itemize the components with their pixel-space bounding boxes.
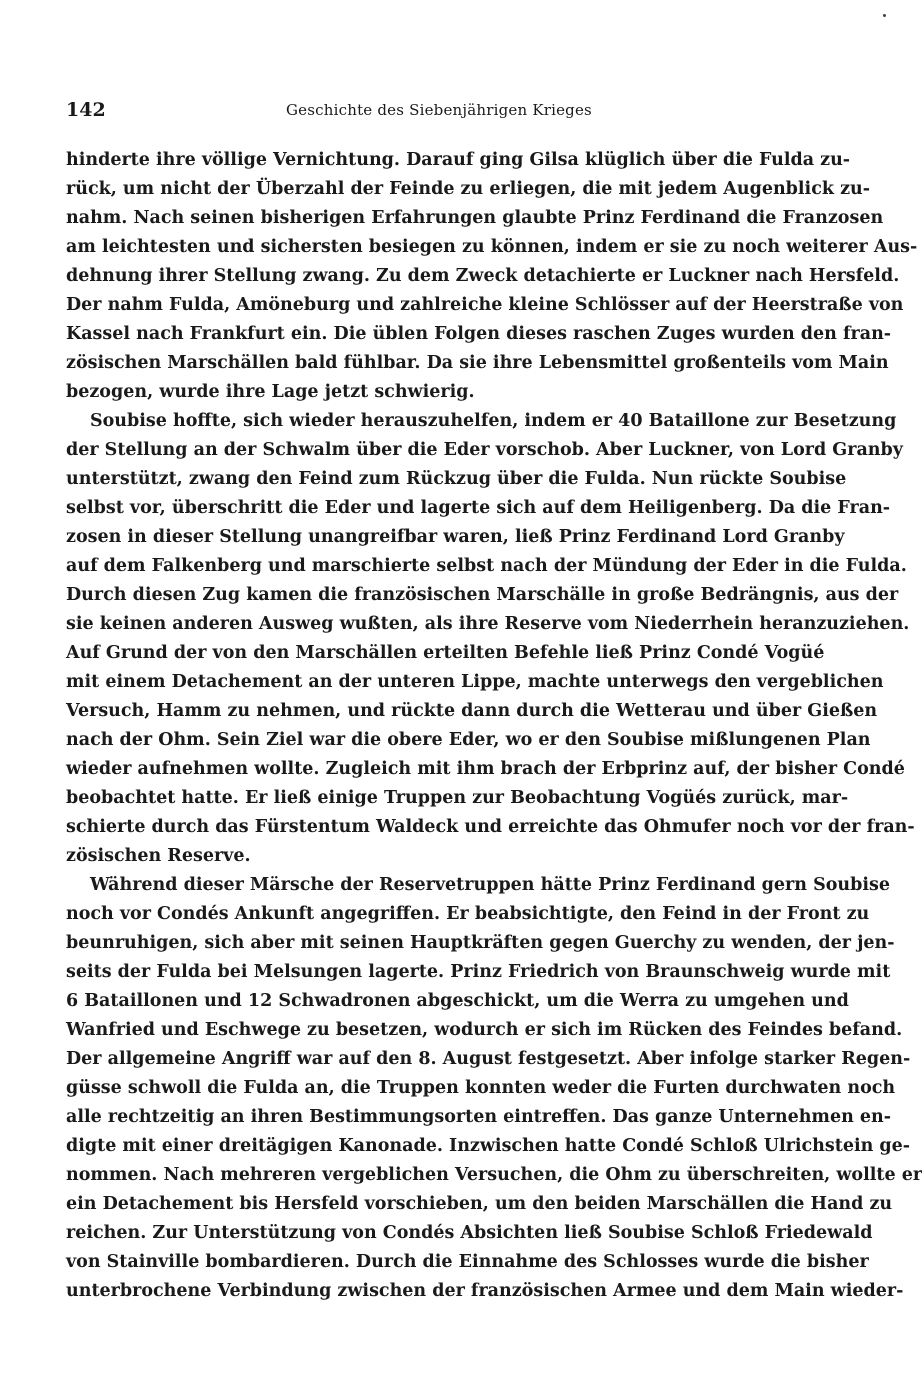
text-line: wieder aufnehmen wollte. Zugleich mit ihm brach der Erbprinz auf, der bisher Condé <box>66 759 905 779</box>
text-line: digte mit einer dreitägigen Kanonade. Inzwischen hatte Condé Schloß Ulrichstein ge- <box>66 1136 911 1156</box>
text-line: 6 Bataillonen und 12 Schwadronen abgeschickt, um die Werra zu umgehen und <box>66 991 849 1011</box>
page-number: 142 <box>66 99 106 121</box>
text-line: Soubise hoffte, sich wieder herauszuhelfen, indem er 40 Bataillone zur Besetzung <box>90 411 897 431</box>
text-line: güsse schwoll die Fulda an, die Truppen konnten weder die Furten durchwaten noch <box>66 1078 896 1098</box>
text-line: Wanfried und Eschwege zu besetzen, wodurch er sich im Rücken des Feindes befand. <box>66 1020 903 1040</box>
text-line: ein Detachement bis Hersfeld vorschieben, um den beiden Marschällen die Hand zu <box>66 1194 893 1214</box>
text-line: am leichtesten und sichersten besiegen zu können, indem er sie zu noch weiterer Aus- <box>66 237 918 257</box>
paragraph <box>66 146 918 407</box>
text-line: der Stellung an der Schwalm über die Eder vorschob. Aber Luckner, von Lord Granby <box>66 440 903 460</box>
text-line: nahm. Nach seinen bisherigen Erfahrungen glaubte Prinz Ferdinand die Franzosen <box>66 208 884 228</box>
paragraph <box>66 407 915 871</box>
running-head <box>66 98 796 122</box>
text-line: schierte durch das Fürstentum Waldeck und erreichte das Ohmufer noch vor der fran- <box>66 817 915 837</box>
text-line: noch vor Condés Ankunft angegriffen. Er beabsichtigte, den Feind in der Front zu <box>66 904 870 924</box>
text-line: Auf Grund der von den Marschällen erteilten Befehle ließ Prinz Condé Vogüé <box>66 643 825 663</box>
running-title: Geschichte des Siebenjährigen Krieges <box>286 101 592 119</box>
text-line: auf dem Falkenberg und marschierte selbst nach der Mündung der Eder in die Fulda. <box>66 556 907 576</box>
text-line: nach der Ohm. Sein Ziel war die obere Eder, wo er den Soubise mißlungenen Plan <box>66 730 871 750</box>
text-line: selbst vor, überschritt die Eder und lagerte sich auf dem Heiligenberg. Da die Fran- <box>66 498 891 518</box>
text-line: beunruhigen, sich aber mit seinen Hauptkräften gegen Guerchy zu wenden, der jen- <box>66 933 895 953</box>
text-line: von Stainville bombardieren. Durch die Einnahme des Schlosses wurde die bisher <box>66 1252 869 1272</box>
paragraph <box>66 871 922 1306</box>
text-line: seits der Fulda bei Melsungen lagerte. Prinz Friedrich von Braunschweig wurde mit <box>66 962 891 982</box>
text-line: hinderte ihre völlige Vernichtung. Darauf ging Gilsa klüglich über die Fulda zu- <box>66 150 851 170</box>
text-line: zosen in dieser Stellung unangreifbar waren, ließ Prinz Ferdinand Lord Granby <box>66 527 845 547</box>
text-line: unterbrochene Verbindung zwischen der französischen Armee und dem Main wieder- <box>66 1281 904 1301</box>
text-line: reichen. Zur Unterstützung von Condés Absichten ließ Soubise Schloß Friedewald <box>66 1223 873 1243</box>
text-line: unterstützt, zwang den Feind zum Rückzug über die Fulda. Nun rückte Soubise <box>66 469 847 489</box>
page-speck <box>883 14 886 17</box>
text-line: Während dieser Märsche der Reservetruppen hätte Prinz Ferdinand gern Soubise <box>90 875 890 895</box>
text-line: alle rechtzeitig an ihren Bestimmungsorten eintreffen. Das ganze Unternehmen en- <box>66 1107 892 1127</box>
text-line: Versuch, Hamm zu nehmen, und rückte dann durch die Wetterau und über Gießen <box>66 701 878 721</box>
text-line: bezogen, wurde ihre Lage jetzt schwierig. <box>66 382 475 402</box>
text-line: Der allgemeine Angriff war auf den 8. August festgesetzt. Aber infolge starker Regen- <box>66 1049 911 1069</box>
text-line: zösischen Reserve. <box>66 846 251 866</box>
text-line: beobachtet hatte. Er ließ einige Truppen zur Beobachtung Vogüés zurück, mar- <box>66 788 849 808</box>
text-line: Der nahm Fulda, Amöneburg und zahlreiche kleine Schlösser auf der Heerstraße von <box>66 295 904 315</box>
text-line: rück, um nicht der Überzahl der Feinde zu erliegen, die mit jedem Augenblick zu- <box>66 179 871 199</box>
text-line: zösischen Marschällen bald fühlbar. Da sie ihre Lebensmittel großenteils vom Main <box>66 353 889 373</box>
text-line: sie keinen anderen Ausweg wußten, als ihre Reserve vom Niederrhein heranzuziehen. <box>66 614 910 634</box>
text-line: dehnung ihrer Stellung zwang. Zu dem Zweck detachierte er Luckner nach Hersfeld. <box>66 266 900 286</box>
text-line: nommen. Nach mehreren vergeblichen Versuchen, die Ohm zu überschreiten, wollte er <box>66 1165 922 1185</box>
body-text <box>66 146 922 1306</box>
text-line: Durch diesen Zug kamen die französischen Marschälle in große Bedrängnis, aus der <box>66 585 899 605</box>
text-line: Kassel nach Frankfurt ein. Die üblen Folgen dieses raschen Zuges wurden den fran- <box>66 324 892 344</box>
text-line: mit einem Detachement an der unteren Lippe, machte unterwegs den vergeblichen <box>66 672 884 692</box>
